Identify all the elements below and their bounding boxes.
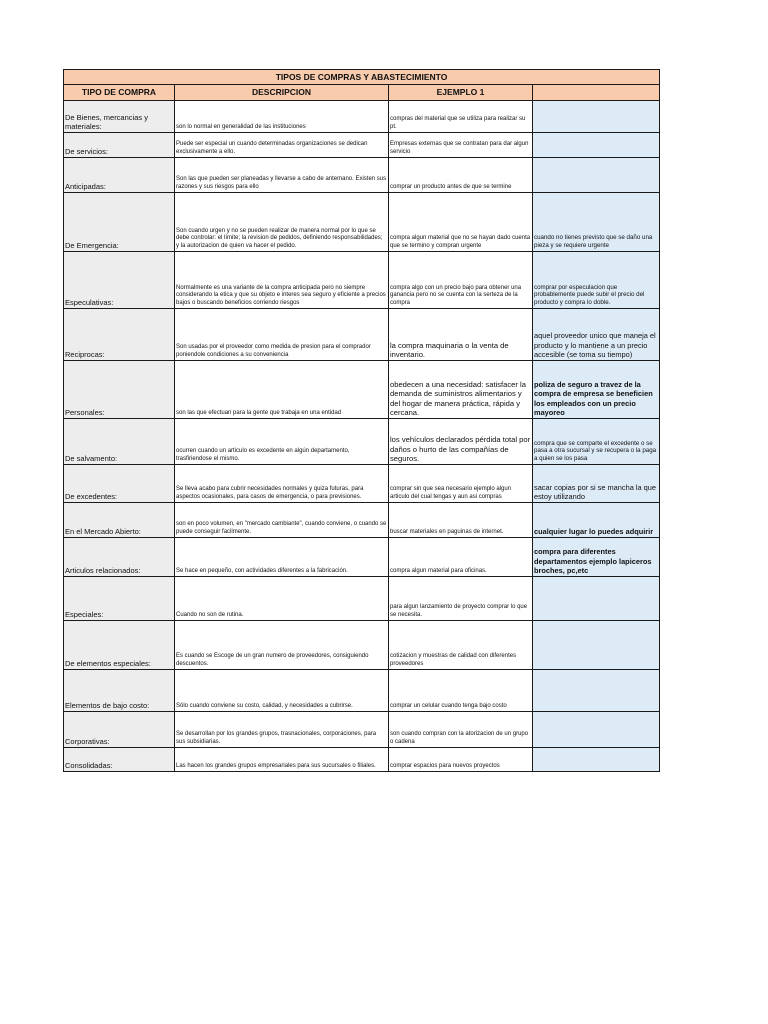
ejemplo2-cell: compra para diferentes departamentos ejemplo lapiceros broches, pc,etc (533, 538, 660, 577)
tipo-cell: Consolidadas: (64, 748, 175, 772)
table-row (64, 577, 660, 621)
title-row (64, 70, 660, 85)
descripcion-cell: son en poco volumen, en "mercado cambiante", cuando conviene, o cuando se puede conseguir facilmente. (175, 503, 389, 538)
tipo-cell: De excedentes: (64, 465, 175, 503)
tipo-cell: Corporativas: (64, 712, 175, 748)
purchases-table (63, 69, 660, 772)
table-row (64, 252, 660, 309)
descripcion-cell: son las que efectuan para la gente que trabaja en una entidad (175, 361, 389, 419)
table-row (64, 538, 660, 577)
ejemplo1-cell: compra algun material que no se hayan dado cuenta que se termino y compran urgente (389, 193, 533, 252)
tipo-cell: Articulos relacionados: (64, 538, 175, 577)
descripcion-cell: Puede ser especial un cuando determinadas organizaciones se dedican exclusivamente a ello. (175, 133, 389, 158)
ejemplo1-cell: compra algo con un precio bajo para obtener una ganancia pero no se cuenta con la serteza de la compra (389, 252, 533, 309)
ejemplo2-cell: cuando no tienes previsto que se daño una pieza y se requiere urgente (533, 193, 660, 252)
ejemplo2-cell (533, 101, 660, 133)
header-descripcion: DESCRIPCION (175, 85, 389, 101)
tipo-cell: En el Mercado Abierto: (64, 503, 175, 538)
descripcion-cell: Es cuando se Escoge de un gran numero de proveedores, consiguiendo descuentos. (175, 621, 389, 670)
ejemplo2-cell (533, 712, 660, 748)
table-row (64, 670, 660, 712)
ejemplo2-cell: cualquier lugar lo puedes adquirir (533, 503, 660, 538)
ejemplo1-cell: para algun lanzamiento de proyecto comprar lo que se necesita. (389, 577, 533, 621)
ejemplo1-cell: comprar espacios para nuevos proyectos (389, 748, 533, 772)
header-row (64, 85, 660, 101)
tipo-cell: Reciprocas: (64, 309, 175, 361)
header-ejemplo-2 (533, 85, 660, 101)
ejemplo2-cell (533, 748, 660, 772)
ejemplo2-cell: poliza de seguro a travez de la compra de empresa se beneficien los empleados con un precio mayoreo (533, 361, 660, 419)
descripcion-cell: Son usadas por el proveedor como medida de presion para el comprador poniendole condiciones a su conveniencia (175, 309, 389, 361)
descripcion-cell: ocurren cuando un articulo es excedente en algún departamento, trasfiriendose el mismo. (175, 419, 389, 465)
descripcion-cell: Normalmente es una variante de la compra anticipada pero no siempre considerando la etica y que su objeto e interes sea seguro y eficiente a precios bajos o buscando beneficios corriendo riesgos (175, 252, 389, 309)
ejemplo2-cell: sacar copias por si se mancha la que estoy utilizando (533, 465, 660, 503)
tipo-cell: Elementos de bajo costo: (64, 670, 175, 712)
table-row (64, 101, 660, 133)
descripcion-cell: Las hacen los grandes grupos empresariales para sus sucursales o filiales. (175, 748, 389, 772)
ejemplo2-cell (533, 621, 660, 670)
ejemplo1-cell: cotizacion y muestras de calidad con diferentes proveedores (389, 621, 533, 670)
tipo-cell: Anticipadas: (64, 158, 175, 193)
ejemplo1-cell: los vehículos declarados pérdida total por daños o hurto de las compañías de seguros. (389, 419, 533, 465)
descripcion-cell: Se desarrollan por los grandes grupos, trasnacionales, corporaciones, para sus subsidiarias. (175, 712, 389, 748)
ejemplo2-cell: comprar por especulacion que probablemente puede subir el precio del producto y compra lo doble. (533, 252, 660, 309)
descripcion-cell: Se hace en pequeño, con actividades diferentes a la fabricación. (175, 538, 389, 577)
ejemplo1-cell: la compra maquinaria o la venta de inventario. (389, 309, 533, 361)
table-row (64, 309, 660, 361)
table-row (64, 503, 660, 538)
ejemplo1-cell: compras del material que se utiliza para realizar su pt. (389, 101, 533, 133)
ejemplo1-cell: son cuando compran con la atorizacion de un grupo o cadena (389, 712, 533, 748)
tipo-cell: De salvamento: (64, 419, 175, 465)
descripcion-cell: Sólo cuando conviene su costo, calidad, y necesidades a cubrirse. (175, 670, 389, 712)
descripcion-cell: Son las que pueden ser planeadas y llevarse a cabo de antemano. Existen sus razones y sus riesgos para ello (175, 158, 389, 193)
ejemplo1-cell: comprar un producto antes de que se termine (389, 158, 533, 193)
ejemplo2-cell (533, 577, 660, 621)
tipo-cell: De Bienes, mercancias y materiales: (64, 101, 175, 133)
tipo-cell: Especiales: (64, 577, 175, 621)
ejemplo2-cell (533, 670, 660, 712)
tipo-cell: Personales: (64, 361, 175, 419)
ejemplo1-cell: compra algun material para oficinas. (389, 538, 533, 577)
ejemplo2-cell: compra que se comparte el excedente o se pasa a otra sucursal y se recupera o la paga a quien se los pasa (533, 419, 660, 465)
ejemplo2-cell (533, 158, 660, 193)
header-tipo: TIPO DE COMPRA (64, 85, 175, 101)
descripcion-cell: son lo normal en generalidad de las instituciones (175, 101, 389, 133)
tipo-cell: De servicios: (64, 133, 175, 158)
table-row (64, 419, 660, 465)
ejemplo1-cell: comprar sin que sea necesario ejemplo algun articulo del cual tengas y aun asi compras (389, 465, 533, 503)
ejemplo1-cell: obedecen a una necesidad: satisfacer la demanda de suministros alimentarios y del hogar de manera práctica, rápida y cercana. (389, 361, 533, 419)
table-row (64, 621, 660, 670)
tipo-cell: De Emergencia: (64, 193, 175, 252)
table-row (64, 465, 660, 503)
table-row (64, 748, 660, 772)
table-row (64, 193, 660, 252)
tipo-cell: De elementos especiales: (64, 621, 175, 670)
table-row (64, 712, 660, 748)
ejemplo2-cell: aquel proveedor unico que maneja el producto y lo mantiene a un precio accesible (se toma su tiempo) (533, 309, 660, 361)
ejemplo1-cell: Empresas externas que se contratan para dar algun servicio (389, 133, 533, 158)
header-ejemplo-1: EJEMPLO 1 (389, 85, 533, 101)
tipo-cell: Especulativas: (64, 252, 175, 309)
ejemplo1-cell: comprar un celular cuando tenga bajo costo (389, 670, 533, 712)
table-row (64, 158, 660, 193)
descripcion-cell: Cuando no son de rutina. (175, 577, 389, 621)
descripcion-cell: Son cuando urgen y no se pueden realizar de manera normal por lo que se debe controlar: el límite; la revision de pedidos, definiendo responsabilidades; y la autorizacion de quien va hacer el pedido. (175, 193, 389, 252)
table-row (64, 361, 660, 419)
ejemplo1-cell: buscar materiales en paguinas de internet. (389, 503, 533, 538)
table-row (64, 133, 660, 158)
table-title: TIPOS DE COMPRAS Y ABASTECIMIENTO (64, 70, 660, 85)
descripcion-cell: Se lleva acabo para cubrir necesidades normales y quiza futuras, para aspectos ocasionales, para casos de emergencia, o para previsiones. (175, 465, 389, 503)
ejemplo2-cell (533, 133, 660, 158)
